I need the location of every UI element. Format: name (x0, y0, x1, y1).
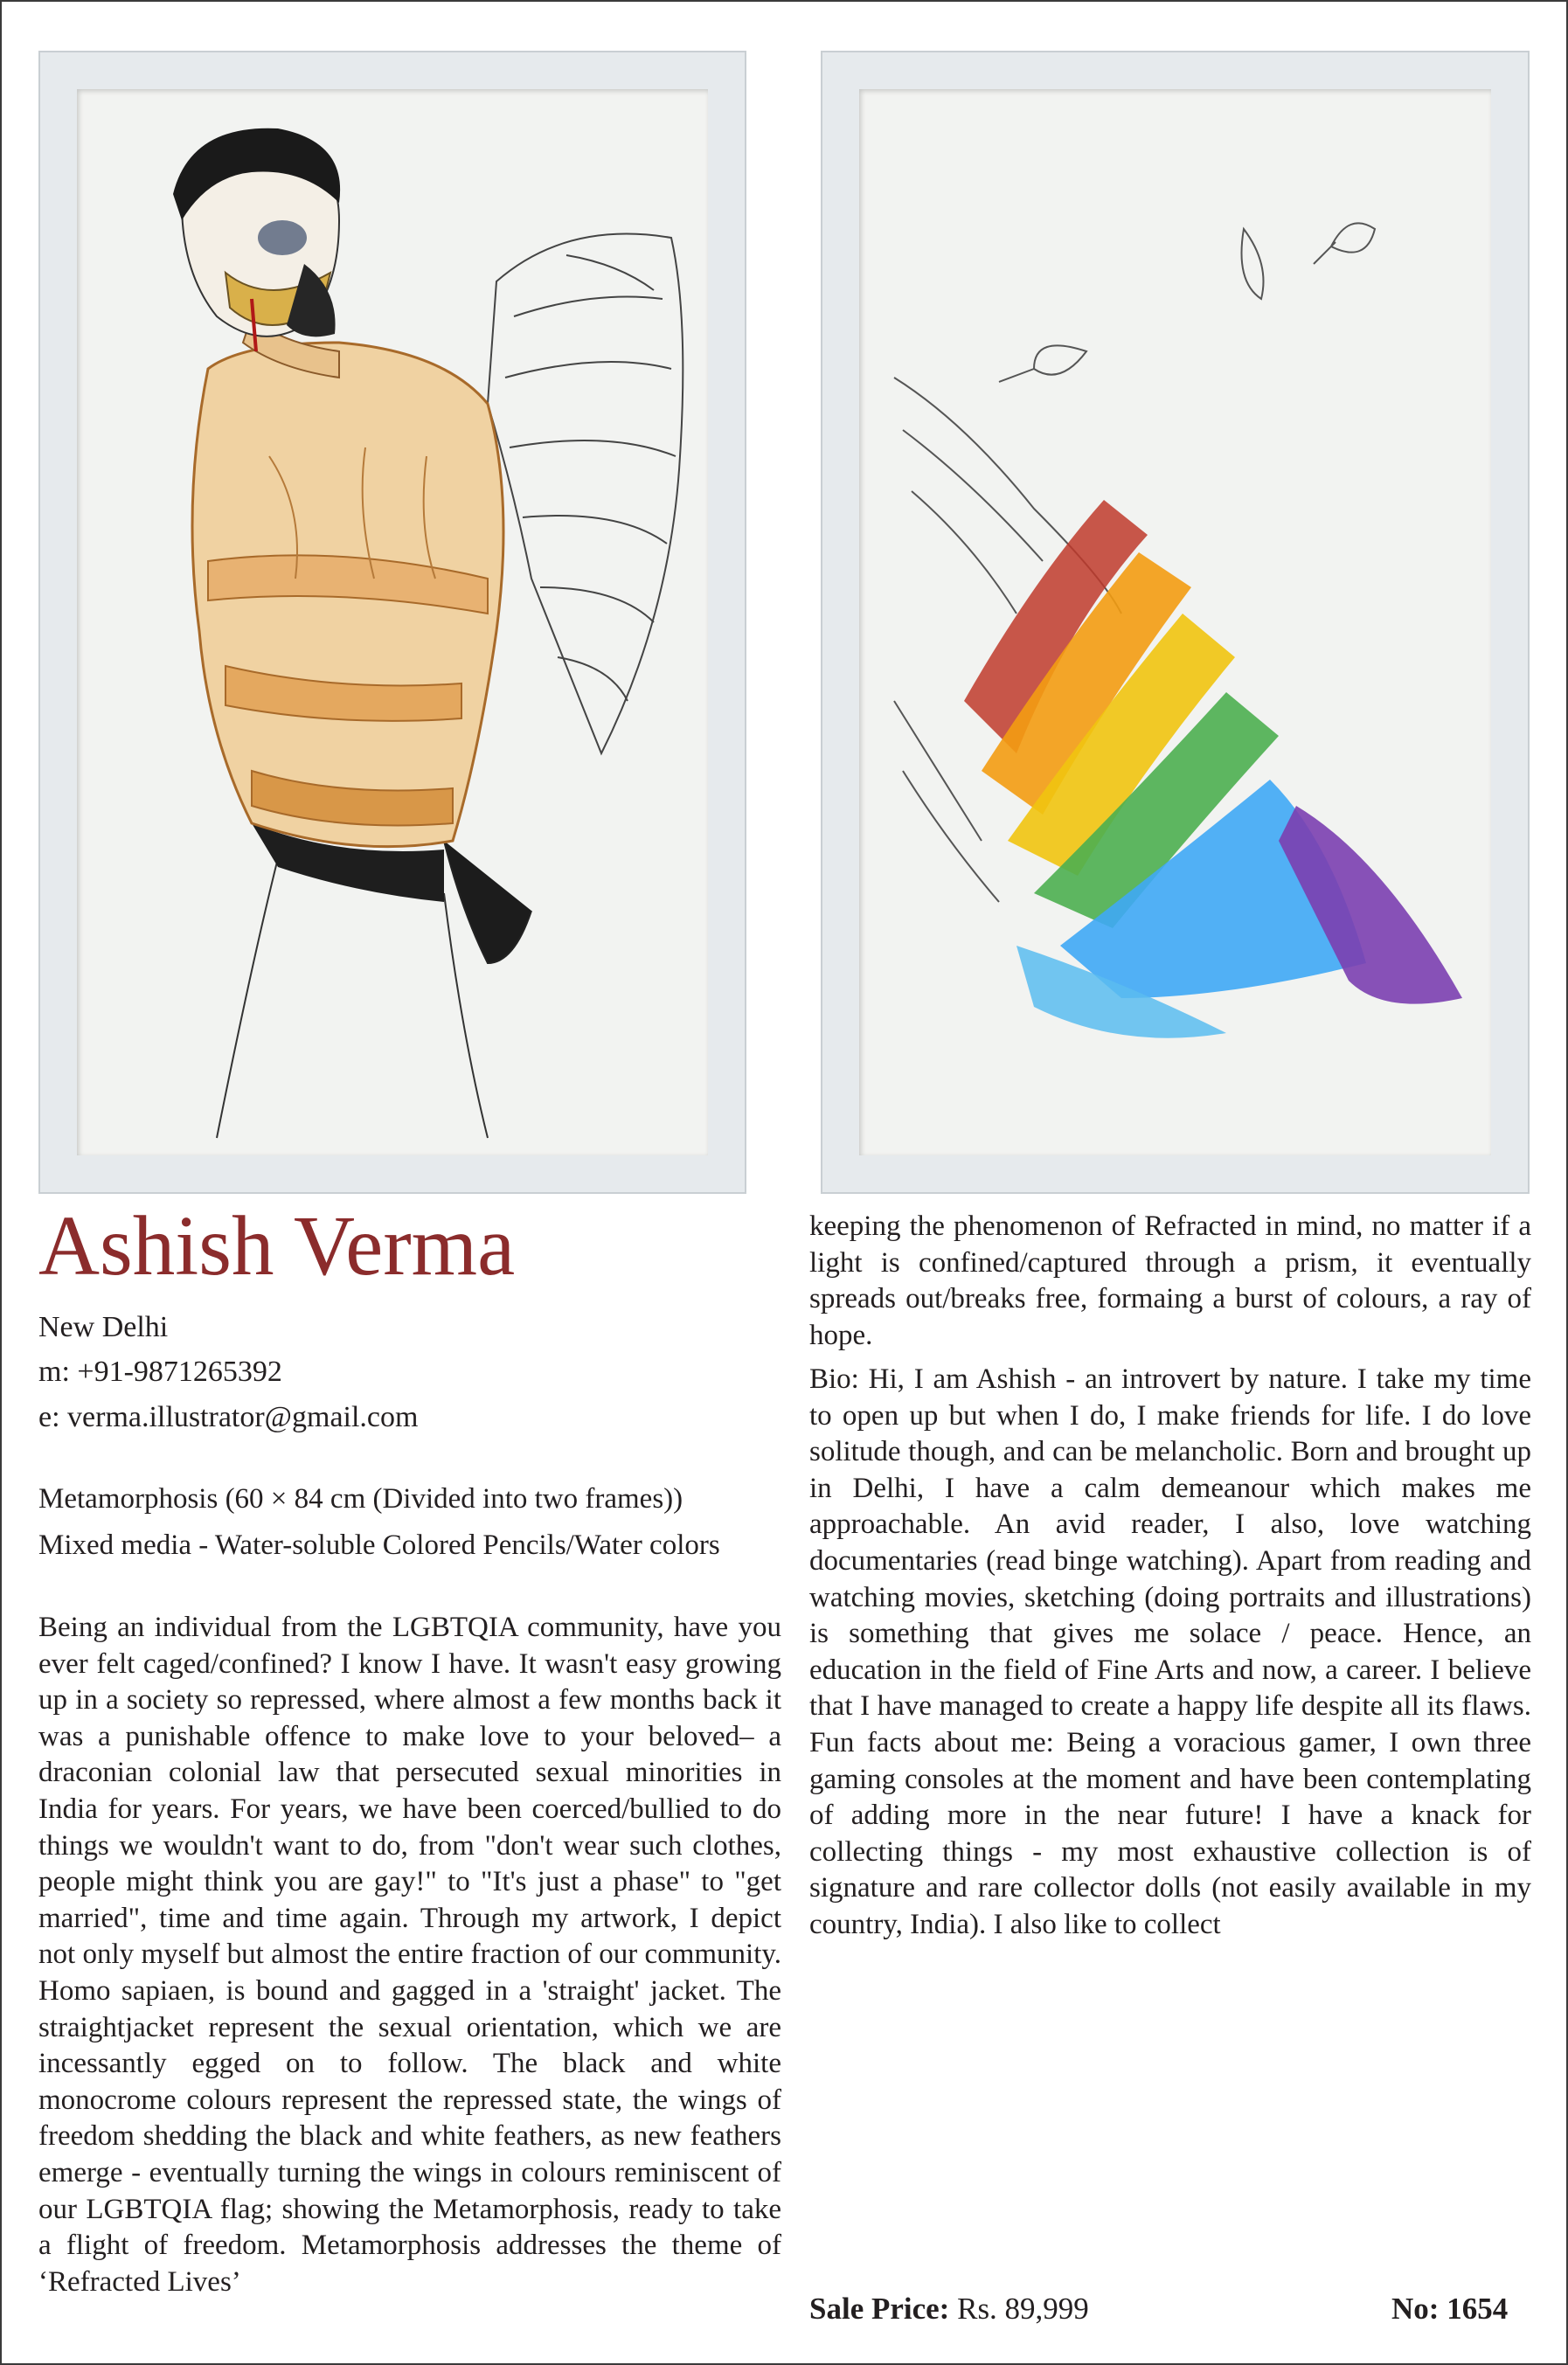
black-white-wing (488, 234, 683, 753)
rainbow-wing-illustration (859, 89, 1491, 1155)
sale-price-value: Rs. 89,999 (957, 2292, 1089, 2326)
artist-name: Ashish Verma (38, 1199, 516, 1293)
floating-feathers (999, 223, 1375, 382)
catalogue-number (1391, 2292, 1508, 2327)
artwork-right-image (859, 89, 1491, 1155)
portrait-illustration (77, 89, 708, 1155)
artwork-frame-left (38, 51, 746, 1194)
artist-city: New Delhi (38, 1311, 169, 1343)
artist-email: e: verma.illustrator@gmail.com (38, 1401, 419, 1433)
artist-bio: Bio: Hi, I am Ashish - an introvert by nature. I take my time to open up but when I do, I make friends for life. I do love solitude though, and can be melancholic. Born and brought up in Delhi, I have a calm demeanour which makes me approachable. An avid reader, I also, love watching documentaries (read binge watching). Apart from reading and watching movies, sketching (doing portraits and illustrations) is something that gives me solace / peace. Hence, an education in the field of Fine Arts and now, a career. I believe that I have managed to create a happy life despite all its flaws. Fun facts about me: Being a voracious gamer, I own three gaming consoles at the moment and have been contemplating of adding more in the near future! I have a knack for collecting things - my most exhaustive collection is of signature and rare collector dolls (not easily available in my country, India). I also like to collect (809, 1363, 1531, 1940)
catalogue-number-label: No: (1391, 2292, 1440, 2326)
artwork-frame-right (821, 51, 1530, 1194)
work-title: Metamorphosis (60 × 84 cm (Divided into two frames)) (38, 1483, 683, 1515)
artist-phone: m: +91-9871265392 (38, 1356, 282, 1388)
sale-price (809, 2292, 1089, 2327)
work-description-continued: keeping the phenomenon of Refracted in mind, no matter if a light is confined/captured through a prism, it eventually spreads out/breaks free, formaing a burst of colours, a ray of hope. (809, 1210, 1531, 1351)
work-medium: Mixed media - Water-soluble Colored Pencils/Water colors (38, 1529, 720, 1561)
sale-price-label: Sale Price: (809, 2292, 950, 2326)
work-description: Being an individual from the LGBTQIA community, have you ever felt caged/confined? I know I have. It wasn't easy growing up in a society so repressed, where almost a few months back it was a punishable offence to make love to your beloved– a draconian colonial law that persecuted sexual minorities in India for years. For years, we have been coerced/bullied to do things we wouldn't want to do, from "don't wear such clothes, people might think you are gay!" to "It's just a phase" to "get married", time and time again. Through my artwork, I depict not only myself but almost the entire fraction of our community. Homo sapiaen, is bound and gagged in a 'straight' jacket. The straightjacket represent the sexual orientation, which we are incessantly egged on to follow. The black and white monocrome colours represent the repressed state, the wings of freedom shedding the black and white feathers, as new feathers emerge - eventually turning the wings in colours reminiscent of our LGBTQIA flag; showing the Metamorphosis, ready to take a flight of freedom. Metamorphosis addresses the theme of ‘Refracted Lives’ (38, 1612, 781, 2298)
artwork-left-image (77, 89, 708, 1155)
catalogue-number-value: 1654 (1447, 2292, 1509, 2326)
